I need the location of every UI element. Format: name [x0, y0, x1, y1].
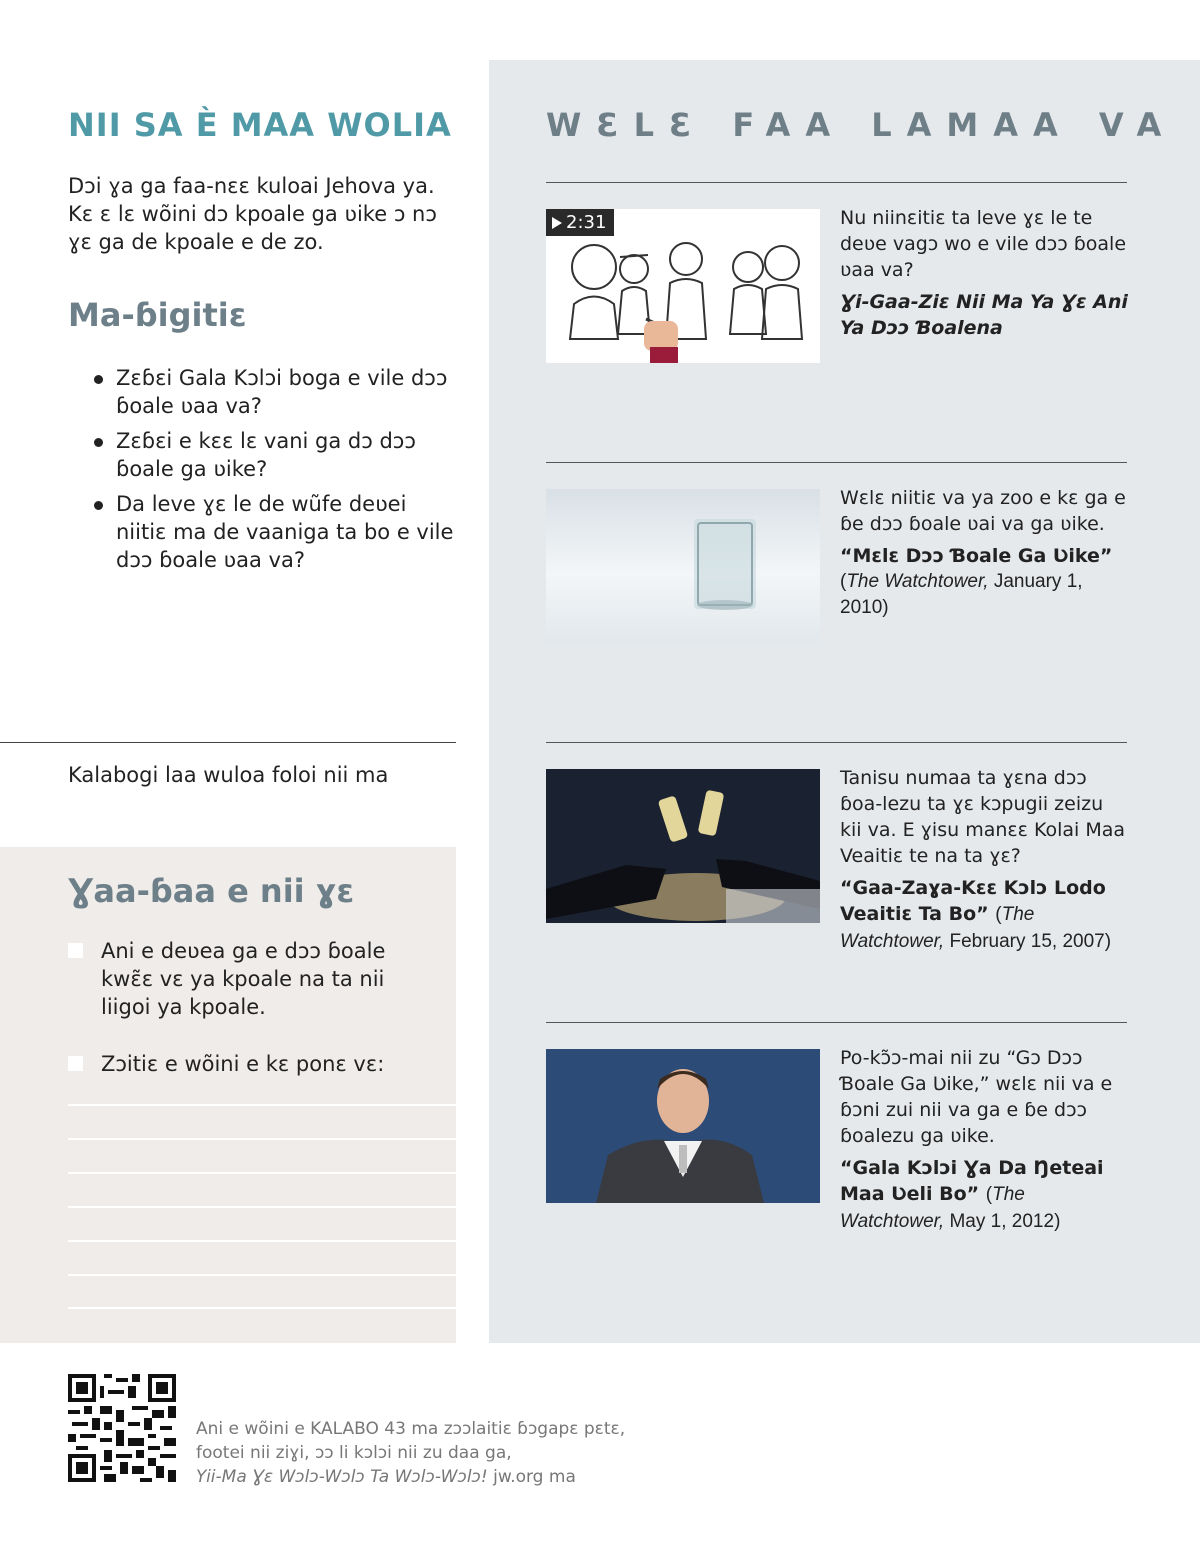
footer-note: Ani e wõini e KALABO 43 ma zɔɔlaitiɛ ɓɔgapɛ pɛtɛ, footei nii ziɣi, ɔɔ li kɔlɔi nii zu daa ga, Yii-Ma Ɣɛ Wɔlɔ-Wɔlɔ Ta Wɔlɔ-Wɔlɔ! jw.org ma [196, 1419, 626, 1487]
intro-text: Dɔi ɣa ga faa-nɛɛ kuloai Jehova ya. Kɛ ɛ lɛ wõini dɔ kpoale ga ʋike ɔ nɔ ɣɛ ga de kpoale e de zo. [68, 174, 437, 254]
divider [0, 742, 456, 743]
divider [546, 1022, 1127, 1023]
task-item [68, 937, 438, 1021]
writing-line[interactable] [68, 1138, 456, 1140]
questions-heading: Ma-ɓigitiɛ [68, 296, 247, 334]
writing-line[interactable] [68, 1172, 456, 1174]
smiling-man-image [546, 1049, 820, 1203]
further-reading-title: WƐLƐ FAA LAMAA VA [546, 106, 1177, 144]
video-duration: 2:31 [566, 212, 607, 233]
writing-line[interactable] [68, 1274, 456, 1276]
divider [546, 462, 1127, 463]
publication-info: (The Watchtower, February 15, 2007) [840, 904, 1112, 952]
video-thumbnail[interactable] [546, 209, 820, 363]
empty-glass-image [546, 489, 820, 643]
item-reference[interactable]: “Mɛlɛ Dɔɔ Ɓoale Ga Ʋike” [840, 545, 1113, 567]
qr-code-icon [68, 1374, 176, 1482]
question-item: Da leve ɣɛ le de wũfe deʋei niitiɛ ma de vaaniga ta bo e vile dɔɔ ɓoale ʋaa va? [94, 490, 454, 574]
publication-info: (The Watchtower, May 1, 2012) [840, 1184, 1061, 1232]
summary-caption: Kalabogi laa wuloa foloi nii ma [68, 763, 389, 787]
task-checklist [68, 937, 438, 1078]
glass-photo[interactable] [546, 489, 820, 643]
task-label: Zɔitiɛ e wõini e kɛ ponɛ vɛ: [101, 1052, 385, 1076]
item-reference[interactable]: “Gaa-Zaɣa-Kɛɛ Kɔlɔ Lodo Veaitiɛ Ta Bo” (The Watchtower, February 15, 2007) [840, 877, 1112, 952]
question-item: Zɛɓɛi Gala Kɔlɔi boga e vile dɔɔ ɓoale ʋaa va? [94, 364, 454, 420]
divider [546, 742, 1127, 743]
qr-code[interactable] [68, 1374, 176, 1482]
item-description: Tanisu numaa ta ɣɛna dɔɔ ɓoa-lezu ta ɣɛ kɔpugii zeizu kii va. E ɣisu manɛɛ Kolai Maa Veaitiɛ te na ta ɣɛ? [840, 767, 1126, 867]
reading-item [840, 765, 1130, 955]
champagne-toast-image [546, 769, 820, 923]
item-description: Wɛlɛ niitiɛ va ya zoo e kɛ ga e ɓe dɔɔ ɓoale ʋai va ga ʋike. [840, 487, 1126, 535]
book-title: Yii-Ma Ɣɛ Wɔlɔ-Wɔlɔ Ta Wɔlɔ-Wɔlɔ! [196, 1467, 488, 1487]
writing-line[interactable] [68, 1104, 456, 1106]
item-reference[interactable]: “Gala Kɔlɔi Ɣa Da Ŋeteai Maa Ʋeli Bo” (The Watchtower, May 1, 2012) [840, 1157, 1104, 1232]
item-description: Nu niinɛitiɛ ta leve ɣɛ le te deʋe vagɔ wo e vile dɔɔ ɓoale ʋaa va? [840, 207, 1127, 281]
play-icon [552, 217, 562, 229]
task-label: Ani e deʋea ga e dɔɔ ɓoale kwɛ̃ɛ vɛ ya kpoale na ta nii liigoi ya kpoale. [101, 939, 386, 1019]
reading-item [840, 205, 1130, 341]
task-heading: Ɣaa-ɓaa e nii ɣɛ [68, 872, 355, 910]
question-item: Zɛɓɛi e kɛɛ lɛ vani ga dɔ dɔɔ ɓoale ga ʋike? [94, 427, 454, 483]
reading-item [840, 1045, 1130, 1235]
man-photo[interactable] [546, 1049, 820, 1203]
item-reference[interactable]: Ɣi-Gaa-Ziɛ Nii Ma Ya Ɣɛ Ani Ya Dɔɔ Ɓoalena [840, 291, 1128, 339]
question-list [94, 364, 454, 581]
checkbox[interactable] [68, 1056, 83, 1071]
publication-info: (The Watchtower, January 1, 2010) [840, 571, 1083, 618]
toast-photo[interactable] [546, 769, 820, 923]
checkbox[interactable] [68, 943, 83, 958]
writing-line[interactable] [68, 1206, 456, 1208]
section-title: NII SA È MAA WOLIA [68, 106, 452, 144]
reading-item [840, 485, 1130, 621]
video-duration-badge [546, 209, 614, 236]
task-item [68, 1050, 438, 1078]
writing-line[interactable] [68, 1240, 456, 1242]
divider [546, 182, 1127, 183]
item-description: Po-kɔ̃ɔ-mai nii zu “Gɔ Dɔɔ Ɓoale Ga Ʋike,” wɛlɛ nii va e ɓɔni zui nii va ga e ɓe dɔɔ ɓoalezu ga ʋike. [840, 1047, 1113, 1147]
writing-line[interactable] [68, 1307, 456, 1309]
task-panel [0, 847, 456, 1343]
